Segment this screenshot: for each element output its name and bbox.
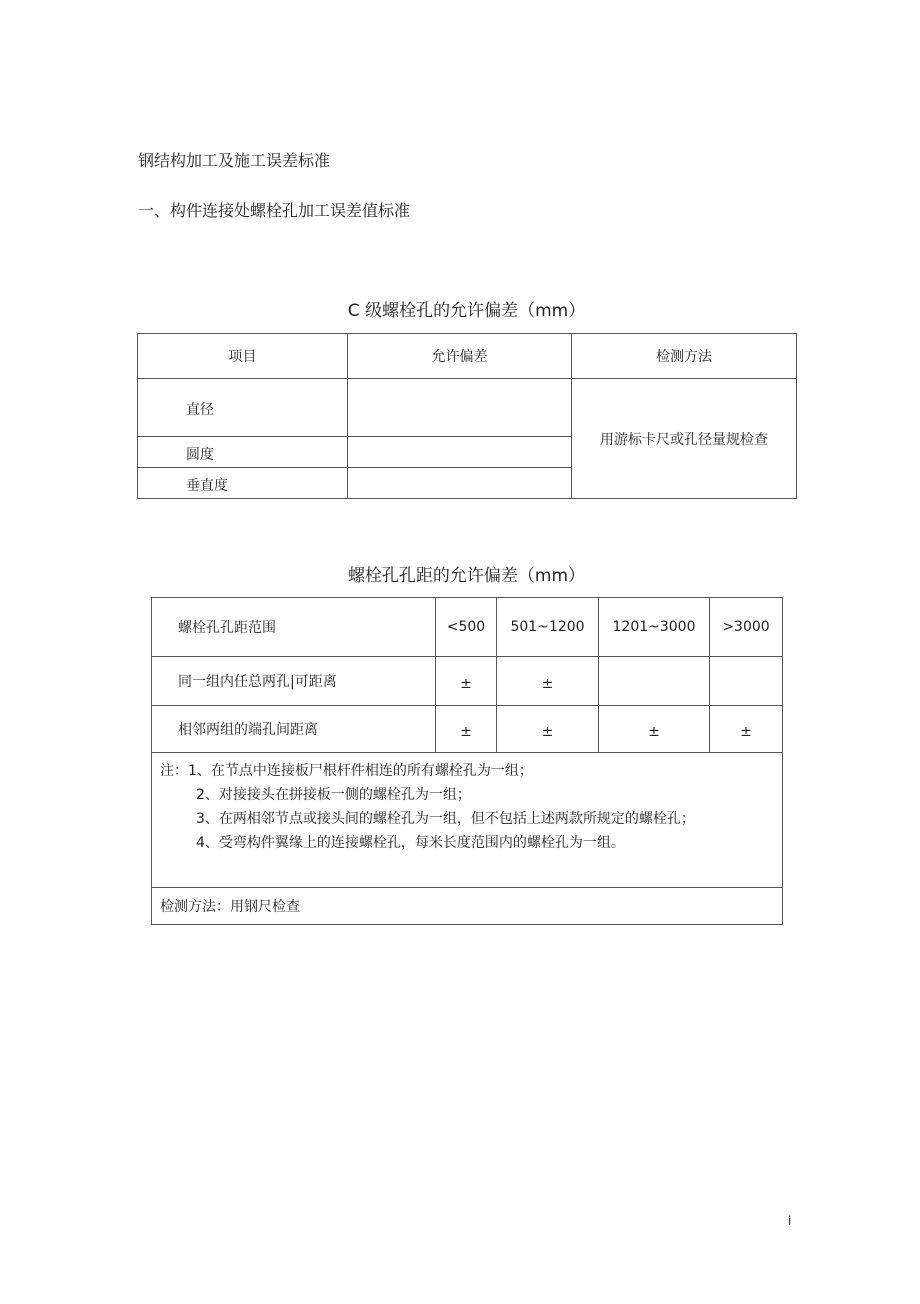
- header-range-4: >3000: [710, 598, 783, 657]
- row-tolerance-perpendicularity: [348, 468, 572, 499]
- hole-spacing-tolerance-table: [151, 597, 783, 925]
- table-header-row: [152, 598, 783, 657]
- page-title: 钢结构加工及施工误差标准: [138, 151, 331, 170]
- row-value: ±: [599, 706, 710, 753]
- table-row: [152, 657, 783, 706]
- row-value: ±: [436, 706, 497, 753]
- page-number: i: [788, 1214, 792, 1228]
- method-row: [152, 888, 783, 925]
- notes-row: [152, 753, 783, 888]
- row-value: [599, 657, 710, 706]
- table2-caption: 螺栓孔孔距的允许偏差（mm）: [347, 566, 586, 586]
- header-method: 检测方法: [572, 334, 797, 379]
- row-label: 相邻两组的端孔间距离: [152, 706, 436, 753]
- bolt-hole-tolerance-table: [137, 333, 797, 499]
- row-value: ±: [497, 706, 599, 753]
- header-range-2: 501~1200: [497, 598, 599, 657]
- note-line: 注：1、在节点中连接板尸根杆件相连的所有螺栓孔为一组；: [160, 763, 533, 779]
- row-value: [710, 657, 783, 706]
- method-cell: 检测方法：用钢尺检查: [152, 888, 783, 925]
- table1-caption: C 级螺栓孔的允许偏差（mm）: [347, 301, 586, 321]
- row-item-perpendicularity: 垂直度: [138, 468, 348, 499]
- header-range-3: 1201~3000: [599, 598, 710, 657]
- row-label: 同一组内任总两孔|可距离: [152, 657, 436, 706]
- row-item-roundness: 圆度: [138, 437, 348, 468]
- notes-cell: [152, 753, 783, 888]
- header-range: 螺栓孔孔距范围: [152, 598, 436, 657]
- table-header-row: [138, 334, 797, 379]
- note-line: 4、受弯构件翼缘上的连接螺栓孔，每米长度范围内的螺栓孔为一组。: [196, 835, 625, 851]
- method-cell: 用游标卡尺或孔径量规检查: [572, 379, 797, 499]
- row-item-diameter: 直径: [138, 379, 348, 437]
- section-heading: 一、构件连接处螺栓孔加工误差值标准: [138, 201, 411, 220]
- row-tolerance-roundness: [348, 437, 572, 468]
- header-range-1: <500: [436, 598, 497, 657]
- note-line: 2、对接接头在拼接板一侧的螺栓孔为一组；: [196, 787, 471, 803]
- row-value: ±: [497, 657, 599, 706]
- header-tolerance: 允许偏差: [348, 334, 572, 379]
- row-value: ±: [436, 657, 497, 706]
- row-value: ±: [710, 706, 783, 753]
- note-line: 3、在两相邻节点或接头间的螺栓孔为一组，但不包括上述两款所规定的螺栓孔；: [196, 811, 695, 827]
- table-row: [138, 379, 797, 437]
- row-tolerance-diameter: [348, 379, 572, 437]
- header-item: 项目: [138, 334, 348, 379]
- table-row: [152, 706, 783, 753]
